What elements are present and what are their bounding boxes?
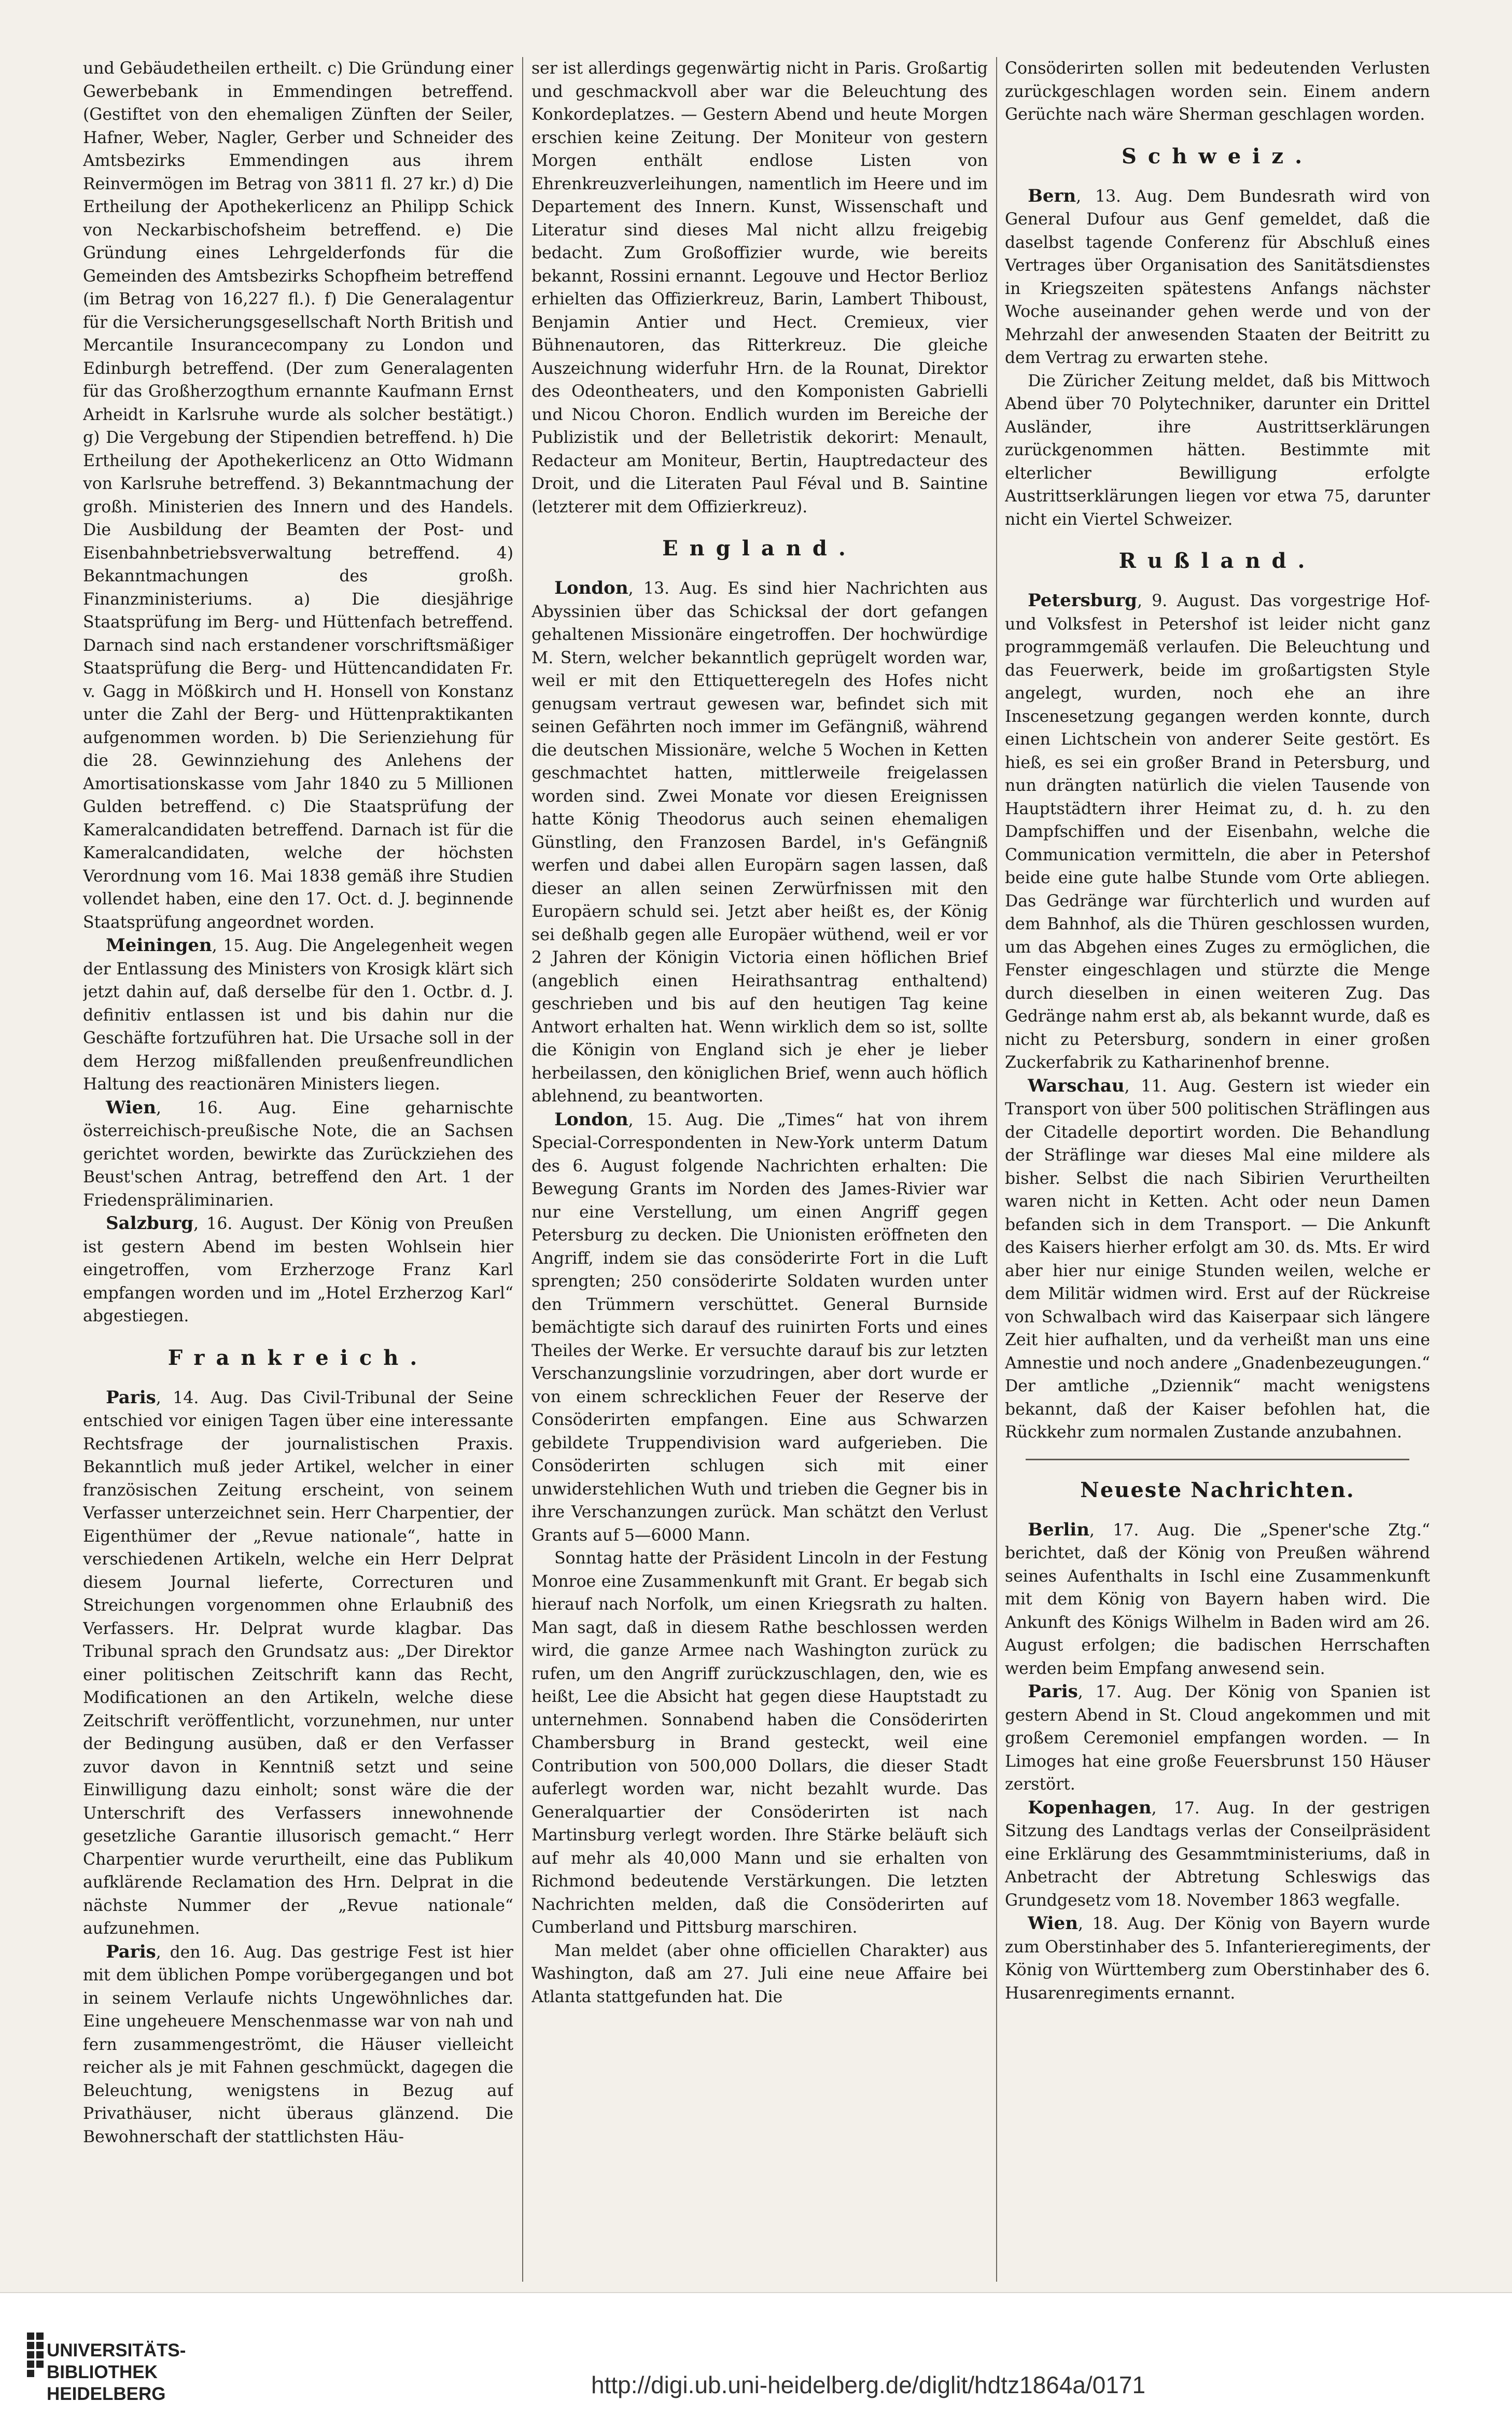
article-paragraph (1005, 1796, 1430, 1912)
dateline-place: Salzburg (106, 1213, 194, 1234)
paragraph-text: und Gebäudetheilen ertheilt. c) Die Gründung einer Gewerbebank in Emmendingen betreffend. (Gestiftet von den ehemaligen Zünften der Seiler, Hafner, Weber, Nagler, Gerber und Schneider des Amtsbezirks Emmendingen aus ihrem Reinvermögen im Betrag von 3811 fl. 27 kr.) d) Die Ertheilung der Apothekerlicenz an Philipp Schick von Neckarbischofsheim betreffend. e) Die Gründung eines Lehrgelderfonds für die Gemeinden des Amtsbezirks Schopfheim betreffend (im Betrag von 16,227 fl.). f) Die Generalagentur für die Versicherungsgesellschaft North British und Mercantile Insurancecompany zu London und Edinburgh betreffend. (Der zum Generalagenten für das Großherzogthum ernannte Kaufmann Ernst Arheidt in Karlsruhe wurde als solcher bestätigt.) g) Die Vergebung der Stipendien betreffend. h) Die Ertheilung der Apothekerlicenz an Otto Widmann von Karlsruhe betreffend. 3) Bekanntmachung der großh. Ministerien des Innern und des Handels. Die Ausbildung der Beamten der Post- und Eisenbahnbetriebsverwaltung betreffend. 4) Bekanntmachungen des großh. Finanzministeriums. a) Die diesjährige Staatsprüfung im Berg- und Hüttenfach betreffend. Darnach sind nach erstandener vorschriftsmäßiger Staatsprüfung die Berg- und Hüttencandidaten Fr. v. Gagg in Mößkirch und H. Honsell von Konstanz unter die Zahl der Berg- und Hüttenpraktikanten aufgenommen worden. b) Die Serienziehung für die 28. Gewinnziehung des Anlehens der Amortisationskasse vom Jahr 1840 zu 5 Millionen Gulden betreffend. c) Die Staatsprüfung der Kameralcandidaten betreffend. Darnach ist für die Kameralcandidaten, welche der höchsten Verordnung vom 16. Mai 1838 gemäß ihre Studien vollendet haben, eine den 17. Oct. d. J. beginnende Staatsprüfung angeordnet worden. (83, 59, 513, 932)
section-heading: Neueste Nachrichten. (1080, 1477, 1355, 1502)
dateline-place: London (554, 578, 628, 598)
paragraph-text: , 16. August. Der König von Preußen ist gestern Abend im besten Wohlsein hier eingetroffen, vom Erzherzoge Franz Karl empfangen worden und im „Hotel Erzherzog Karl“ abgestiegen. (83, 1214, 513, 1325)
library-name (47, 2340, 186, 2405)
dateline-place: Wien (1028, 1913, 1078, 1934)
article-paragraph (531, 57, 988, 519)
dateline-place: Petersburg (1028, 590, 1137, 611)
paragraph-text: , 14. Aug. Das Civil-Tribunal der Seine entschied vor einigen Tagen über eine interessante Rechtsfrage der journalistischen Praxis. Bekanntlich muß jeder Artikel, welcher in einer französischen Zeitung erscheint, von seinem Verfasser unterzeichnet sein. Herr Charpentier, der Eigenthümer der „Revue nationale“, hatte in verschiedenen Artikeln, welche ein Herr Delprat diesem Journal lieferte, Correcturen und Streichungen vorgenommen ohne Erlaubniß des Verfassers. Hr. Delprat wurde klagbar. Das Tribunal sprach den Grundsatz aus: „Der Direktor einer politischen Zeitschrift kann das Recht, Modificationen an den Artikeln, welche diese Zeitschrift veröffentlicht, vorzunehmen, nur unter der Bedingung ausüben, daß er den Verfasser zuvor davon in Kenntniß setzt und seine Einwilligung dazu einholt; sonst wäre die der Unterschrift des Verfassers innewohnende gesetzliche Garantie illusorisch gemacht.“ Herr Charpentier wurde verurtheilt, eine das Publikum aufklärende Reclamation des Hrn. Delprat in die nächste Nummer der „Revue nationale“ aufzunehmen. (83, 1388, 513, 1938)
paragraph-text: , den 16. Aug. Das gestrige Fest ist hier mit dem üblichen Pompe vorübergegangen und bot in seinem Verlaufe nichts Ungewöhnliches dar. Eine ungeheuere Menschenmasse war von nah und fern zusammengeströmt, die Häuser vielleicht reicher als je mit Fahnen geschmückt, dagegen die Beleuchtung, wenigstens in Bezug auf Privathäuser, nicht überaus glänzend. Die Bewohnerschaft der stattlichsten Häu- (83, 1943, 513, 2146)
article-paragraph (531, 1939, 988, 2009)
dateline-place: Paris (106, 1941, 156, 1962)
permalink-url[interactable]: http://digi.ub.uni-heidelberg.de/diglit/hdtz1864a/0171 (591, 2371, 1146, 2398)
column-divider (522, 57, 523, 2282)
paragraph-text: , 16. Aug. Eine geharnischte österreichisch-preußische Note, die an Sachsen gerichtet worden, bewirkte das Zurückziehen des Beust'schen Antrag, betreffend den Art. 1 der Friedenspräliminarien. (83, 1098, 513, 1210)
dateline-place: Wien (106, 1097, 156, 1118)
paragraph-text: , 13. Aug. Dem Bundesrath wird von General Dufour aus Genf gemeldet, daß die daselbst tagende Conferenz für Abschluß eines Vertrages über Organisation des Sanitätsdienstes in Kriegszeiten spätestens Anfangs nächster Woche auseinander gehen werde und von der Mehrzahl der anwesenden Staaten der Beitritt zu dem Vertrag zu erwarten stehe. (1005, 187, 1430, 367)
section-heading: Frankreich. (167, 1345, 429, 1370)
dateline-place: Bern (1028, 185, 1076, 206)
dateline-place: London (554, 1109, 628, 1130)
paragraph-text: , 18. Aug. Der König von Bayern wurde zum Oberstinhaber des 5. Infanterieregiments, der König von Württemberg zum Oberstinhaber des 6. Husarenregiments ernannt. (1005, 1915, 1430, 2003)
paragraph-text: Sonntag hatte der Präsident Lincoln in der Festung Monroe eine Zusammenkunft mit Grant. Er begab sich hierauf nach Norfolk, um einen Kriegsrath zu halten. Man sagt, daß in diesem Rathe beschlossen werden wird, die ganze Armee nach Washington zurück zu rufen, um den Angriff zurückzuschlagen, den, wie es heißt, Lee die Absicht hat gegen diese Hauptstadt zu unternehmen. Sonnabend haben die Consöderirten Chambersburg in Brand gesteckt, weil eine Contribution von 500,000 Dollars, die dieser Stadt auferlegt worden war, nicht bezahlt wurde. Das Generalquartier der Consöderirten ist nach Martinsburg verlegt worden. Ihre Stärke beläuft sich auf mehr als 40,000 Mann und sie erhalten von Richmond bedeutende Verstärkungen. Die letzten Nachrichten melden, daß die Consöderirten auf Cumberland und Pittsburg marschiren. (531, 1549, 988, 1937)
section-separator (1026, 1459, 1409, 1460)
paragraph-text: , 15. Aug. Die „Times“ hat von ihrem Special-Correspondenten in New-York unterm Datum des 6. August folgende Nachrichten erhalten: Die Bewegung Grants im Norden des James-Rivier war nur eine Verstellung, um einen Angriff gegen Petersburg zu decken. Die Unionisten eröffneten den Angriff, indem sie das consöderirte Fort in die Luft sprengten; 250 consöderirte Soldaten wurden unter den Trümmern verschüttet. General Burnside bemächtigte sich darauf des ruinirten Forts und eines Theiles der Werke. Er versuchte darauf bis zur letzten Verschanzungslinie vorzudringen, aber dort wurde er von einem schrecklichen Feuer der Reserve der Consöderirten empfangen. Eine aus Schwarzen gebildete Truppendivision ward aufgerieben. Die Consöderirten schlugen sich mit einer unwiderstehlichen Wuth und trieben die Gegner bis in ihre Verschanzungen zurück. Man schätzt den Verlust Grants auf 5—6000 Mann. (531, 1110, 988, 1545)
paragraph-text: , 11. Aug. Gestern ist wieder ein Transport von über 500 politischen Sträflingen aus der Citadelle deportirt worden. Die Behandlung der Sträflinge war dieses Mal eine mildere als bisher. Selbst die nach Sibirien Verurtheilten waren nicht in Ketten. Acht oder neun Damen befanden sich in dem Transport. — Die Ankunft des Kaisers hierher erfolgt am 30. ds. Mts. Er wird aber hier nur einige Stunden weilen, welche er dem Militär widmen wird. Erst auf der Rückreise von Schwalbach wird das Kaiserpaar sich längere Zeit hier aufhalten, und da verheißt man uns eine Amnestie und noch andere „Gnadenbezeugungen.“ Der amtliche „Dziennik“ macht wenigstens bekannt, daß der Kaiser befohlen hat, die Rückkehr zum normalen Zustande anzubahnen. (1005, 1077, 1430, 1442)
paragraph-text: Die Züricher Zeitung meldet, daß bis Mittwoch Abend über 70 Polytechniker, darunter ein Drittel Ausländer, ihre Austrittserklärungen zurückgenommen hätten. Bestimmte mit elterlicher Bewilligung erfolgte Austrittserklärungen liegen vor etwa 75, darunter nicht ein Viertel Schweizer. (1005, 371, 1430, 529)
column-divider (996, 57, 997, 2282)
article-paragraph (83, 57, 513, 934)
article-paragraph (1005, 57, 1430, 127)
article-paragraph (1005, 1912, 1430, 2005)
article-paragraph (83, 1940, 513, 2149)
dateline-place: Kopenhagen (1028, 1797, 1152, 1818)
article-paragraph (531, 1108, 988, 1547)
column-2 (531, 57, 988, 2287)
dateline-place: Paris (1028, 1681, 1078, 1702)
paragraph-text: , 17. Aug. Der König von Spanien ist gestern Abend in St. Cloud angekommen und mit großem Ceremoniel empfangen worden. — In Limoges hat eine große Feuersbrunst 150 Häuser zerstört. (1005, 1683, 1430, 1794)
section-heading: Rußland. (1118, 549, 1317, 573)
dateline-place: Meiningen (106, 935, 212, 956)
paragraph-text: , 17. Aug. In der gestrigen Sitzung des Landtags verlas der Conseilpräsident eine Erklärung des Gesammtministeriums, daß in Anbetracht der Abtretung Schleswigs das Grundgesetz vom 18. November 1863 wegfalle. (1005, 1798, 1430, 1910)
paragraph-text: Consöderirten sollen mit bedeutenden Verlusten zurückgeschlagen worden sein. Einem andern Gerüchte nach wäre Sherman geschlagen worden. (1005, 59, 1430, 124)
article-paragraph (83, 934, 513, 1096)
column-3 (1005, 57, 1430, 2287)
library-line-2: BIBLIOTHEK (47, 2362, 158, 2382)
library-line-3: HEIDELBERG (47, 2384, 166, 2404)
paragraph-text: Man meldet (aber ohne officiellen Charakter) aus Washington, daß am 27. Juli eine neue Affaire bei Atlanta stattgefunden hat. Die (531, 1941, 988, 2006)
article-paragraph (1005, 1518, 1430, 1681)
section-heading: Schweiz. (1121, 144, 1314, 169)
paragraph-text: , 9. August. Das vorgestrige Hof- und Volksfest in Petershof ist leider nicht ganz programmgemäß verlaufen. Die Beleuchtung und das Feuerwerk, beide im großartigsten Style angelegt, wurden, noch ehe an ihre Inscenesetzung gegangen werden konnte, durch einen Lichtschein von anderer Seite gestört. Es hieß, es sei ein großer Brand in Petersburg, und nun drängten natürlich die vielen Tausende von Hauptstädtern ihrer Heimat zu, d. h. zu den Dampfschiffen und der Eisenbahn, welche die Communication vermitteln, die aber in Petershof beide eine gute halbe Stunde vom Orte abliegen. Das Gedränge war fürchterlich und wurden auf dem Bahnhof, als die Thüren geschlossen wurden, um das Abgehen eines Zuges zu ermöglichen, die Fenster eingeschlagen und stürzte die Menge durch dieselben in einen weiteren Zug. Das Gedränge nahm erst ab, als bekannt wurde, daß es nicht zu Petersburg, sondern in einer großen Zuckerfabrik zu Katharinenhof brenne. (1005, 592, 1430, 1072)
paragraph-text: ser ist allerdings gegenwärtig nicht in Paris. Großartig und geschmackvoll aber war die Beleuchtung des Konkordeplatzes. — Gestern Abend und heute Morgen erschien keine Zeitung. Der Moniteur von gestern Morgen enthält endlose Listen von Ehrenkreuzverleihungen, namentlich im Heere und im Departement des Innern. Kunst, Wissenschaft und Literatur sind dieses Mal nicht allzu freigebig bedacht. Zum Großoffizier wurde, wie bereits bekannt, Rossini ernannt. Legouve und Hector Berlioz erhielten das Offizierkreuz, Barin, Lambert Thiboust, Benjamin Antier und Hect. Cremieux, vier Bühnenautoren, das Ritterkreuz. Die gleiche Auszeichnung widerfuhr Hrn. de la Rounat, Direktor des Odeontheaters, und den Komponisten Gabrielli und Nicou Choron. Endlich wurden im Bereiche der Publizistik und der Belletristik dekorirt: Menault, Redacteur am Moniteur, Bertin, Hauptredacteur des Droit, und die Literaten Paul Féval und B. Saintine (letzterer mit dem Offizierkreuz). (531, 59, 988, 516)
article-paragraph (1005, 589, 1430, 1074)
article-paragraph (531, 1547, 988, 1939)
column-1 (83, 57, 513, 2287)
paragraph-text: , 15. Aug. Die Angelegenheit wegen der Entlassung des Ministers von Krosigk klärt sich jetzt dahin auf, daß derselbe für den 1. Octbr. d. J. definitiv entlassen ist und bis dahin nur die Geschäfte fortzuführen hat. Die Ursache soll in der dem Herzog mißfallenden preußenfreundlichen Haltung des reactionären Ministers liegen. (83, 937, 513, 1094)
page-footer (0, 2292, 1512, 2430)
article-paragraph (1005, 185, 1430, 370)
dateline-place: Berlin (1028, 1519, 1089, 1540)
article-paragraph (1005, 1680, 1430, 1796)
dateline-place: Warschau (1028, 1075, 1125, 1096)
article-paragraph (83, 1096, 513, 1212)
paragraph-text: , 17. Aug. Die „Spener'sche Ztg.“ berichtet, daß der König von Preußen während seines Aufenthalts in Ischl eine Zusammenkunft mit dem König von Bayern haben wird. Die Ankunft des Königs Wilhelm in Baden wird am 26. August erfolgen; die badischen Herrschaften werden beim Empfang anwesend sein. (1005, 1520, 1430, 1678)
library-line-1: UNIVERSITÄTS- (47, 2340, 186, 2361)
paragraph-text: , 13. Aug. Es sind hier Nachrichten aus Abyssinien über das Schicksal der dort gefangen gehaltenen Missionäre eingetroffen. Der hochwürdige M. Stern, welcher bekanntlich geprügelt worden war, weil er mit den Ettiquetteregeln des Hofes nicht genugsam vertraut gewesen war, befindet sich mit seinen Gefährten noch immer im Gefängniß, während die deutschen Missionäre, welche 5 Wochen in Ketten geschmachtet hatten, mittlerweile freigelassen worden sind. Zwei Monate vor diesen Ereignissen hatte König Theodorus auch seinen ehemaligen Günstling, den Franzosen Bardel, in's Gefängniß werfen und dabei allen Europärn sagen lassen, daß dieser an allen seinen Zerwürfnissen mit den Europäern schuld sei. Jetzt aber heißt es, der König sei deßhalb gegen alle Europäer wüthend, weil er vor 2 Jahren der Königin Victoria einen höflichen Brief (angeblich einen Heirathsantrag enthaltend) geschrieben und bis auf den heutigen Tag keine Antwort erhalten hat. Wenn wirklich dem so ist, sollte die Königin von England sich je eher je lieber herbeilassen, den königlichen Brief, wenn auch höflich ablehnend, zu beantworten. (531, 579, 988, 1106)
dateline-place: Paris (106, 1387, 156, 1408)
article-paragraph (1005, 370, 1430, 532)
article-paragraph (1005, 1074, 1430, 1444)
article-paragraph (83, 1212, 513, 1328)
section-heading: England. (662, 536, 857, 561)
article-paragraph (83, 1386, 513, 1940)
article-paragraph (531, 577, 988, 1108)
